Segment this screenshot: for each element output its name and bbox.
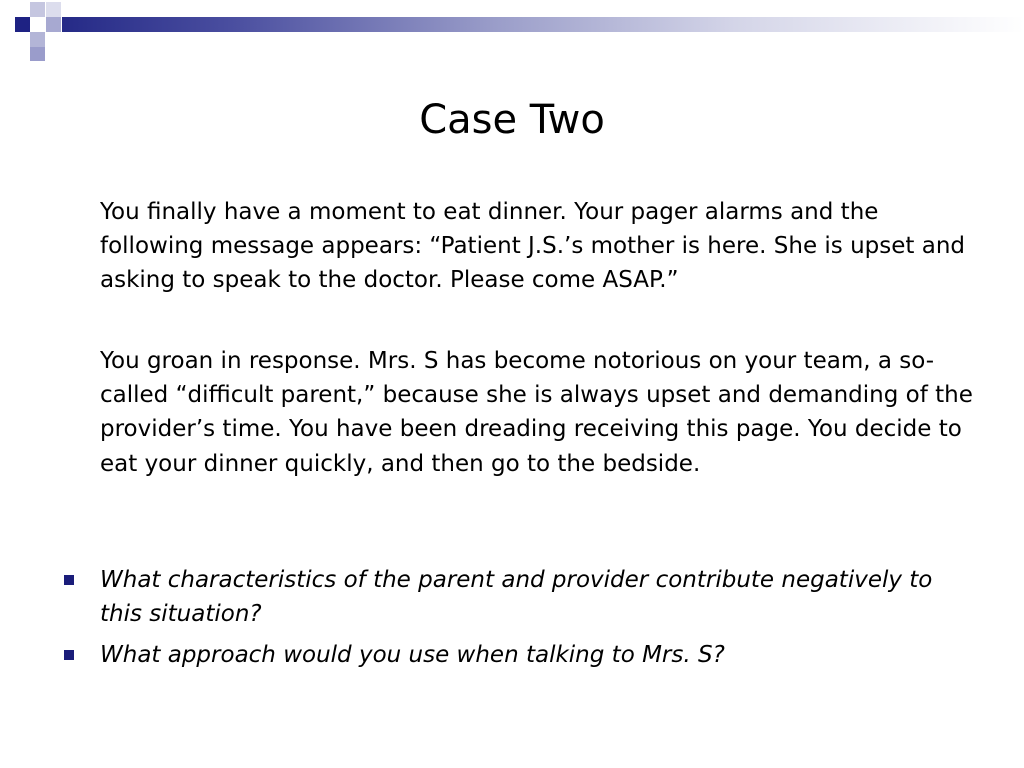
question-item xyxy=(62,563,962,631)
question-item xyxy=(62,638,962,672)
header-decoration xyxy=(0,0,1024,64)
deco-square-dark xyxy=(15,17,30,32)
deco-square-medium xyxy=(30,47,45,61)
deco-square-light xyxy=(30,2,45,17)
header-gradient-bar xyxy=(62,17,1024,32)
deco-square-light xyxy=(46,17,61,32)
question-text: What approach would you use when talking to Mrs. S? xyxy=(100,642,725,669)
deco-square-light xyxy=(46,2,61,17)
square-bullet-icon xyxy=(64,650,74,660)
square-bullet-icon xyxy=(64,575,74,585)
case-paragraph-1: You finally have a moment to eat dinner. Your pager alarms and the following message appears: “Patient J.S.’s mother is here. She is upset and asking to speak to the doctor. Please come ASAP.” xyxy=(100,199,965,294)
question-text: What characteristics of the parent and provider contribute negatively to this situation? xyxy=(100,567,933,628)
case-paragraph-2: You groan in response. Mrs. S has become notorious on your team, a so-called “difficult parent,” because she is always upset and demanding of the provider’s time. You have been dreading receiving this page. You decide to eat your dinner quickly, and then go to the bedside. xyxy=(100,348,973,477)
deco-square-light xyxy=(30,32,45,47)
discussion-questions xyxy=(62,563,962,673)
slide-title: Case Two xyxy=(419,97,605,143)
